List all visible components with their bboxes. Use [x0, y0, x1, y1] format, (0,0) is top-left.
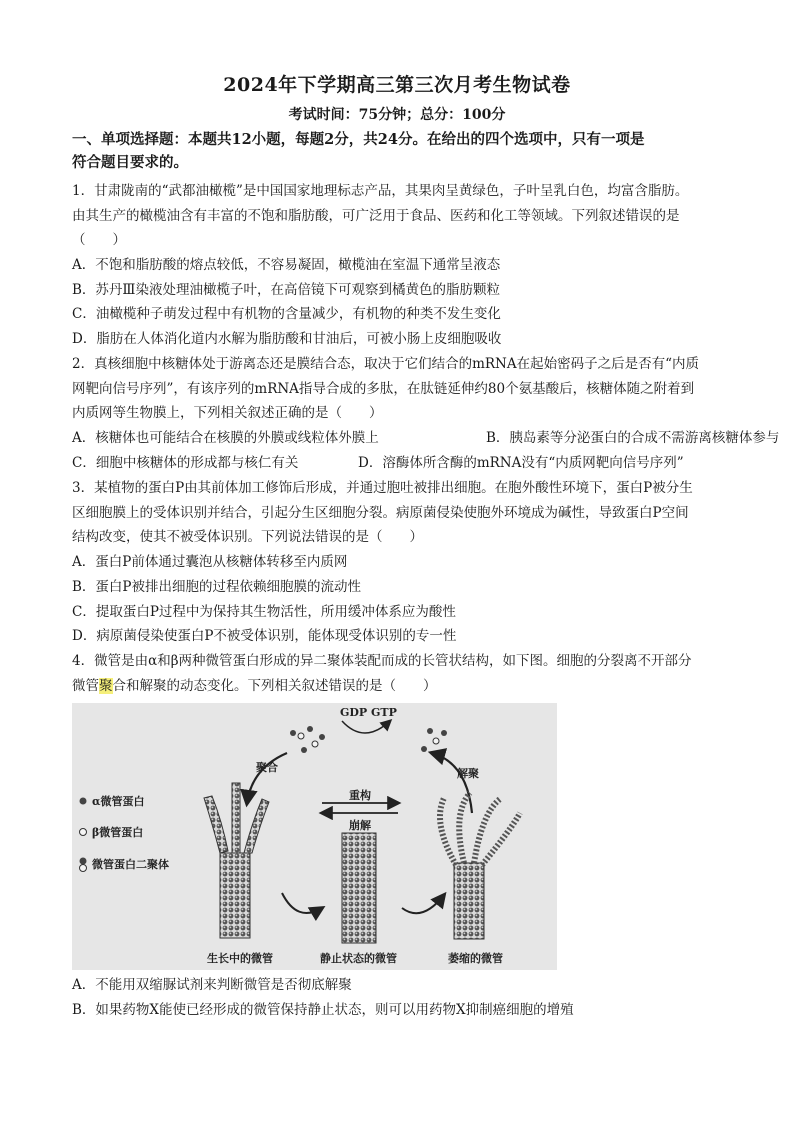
- gdp-gtp-label: GDP GTP: [340, 706, 397, 719]
- q2-options-row-2: [72, 454, 742, 472]
- caption-shrinking: 萎缩的微管: [448, 952, 503, 965]
- q4-stem-line-2: [72, 677, 742, 695]
- q2-option-c: C．细胞中核糖体的形成都与核仁有关: [72, 455, 299, 471]
- q1-option-a: A．不饱和脂肪酸的熔点较低，不容易凝固，橄榄油在室温下通常呈液态: [72, 257, 501, 273]
- q4-stem-pre: 微管: [72, 678, 99, 694]
- section-heading: [72, 128, 732, 174]
- q2-stem-line-1: 2．真核细胞中核糖体处于游离态还是膜结合态，取决于它们结合的mRNA在起始密码子之后是否有“内质: [72, 356, 700, 372]
- q3-stem-line-1: 3．某植物的蛋白P由其前体加工修饰后形成，并通过胞吐被排出细胞。在胞外酸性环境下，蛋白P被分生: [72, 480, 693, 496]
- exam-info: 考试时间：75分钟；总分：100分: [288, 107, 506, 123]
- disassembly-label: 解聚: [457, 767, 479, 780]
- legend: [80, 794, 170, 872]
- q2-option-b: B．胰岛素等分泌蛋白的合成不需游离核糖体参与: [486, 430, 780, 446]
- microtubule-diagram: [72, 703, 557, 970]
- q4-highlighted-char: 聚: [99, 678, 113, 694]
- growing-microtubule: [204, 783, 269, 938]
- q4-option-b: B．如果药物X能使已经形成的微管保持静止状态，则可以用药物X抑制癌细胞的增殖: [72, 1002, 574, 1018]
- q2-option-a: A．核糖体也可能结合在核膜的外膜或线粒体外膜上: [72, 430, 379, 446]
- section-heading-line-2: 符合题目要求的。: [72, 154, 188, 171]
- q1-option-d: D．脂肪在人体消化道内水解为脂肪酸和甘油后，可被小肠上皮细胞吸收: [72, 331, 502, 347]
- caption-growing: 生长中的微管: [207, 952, 273, 965]
- assembly-label: 聚合: [256, 761, 278, 774]
- q4-stem-post: 合和解聚的动态变化。下列相关叙述错误的是（ ）: [112, 678, 437, 694]
- beta-tubulin-icon: [80, 829, 87, 836]
- q1-option-c: C．油橄榄种子萌发过程中有机物的含量减少，有机物的种类不发生变化: [72, 306, 501, 322]
- q3-option-a: A．蛋白P前体通过囊泡从核糖体转移至内质网: [72, 554, 348, 570]
- static-to-shrinking-arrow: [402, 895, 444, 913]
- static-microtubule: [342, 833, 376, 943]
- legend-alpha: α微管蛋白: [92, 795, 145, 808]
- q3-stem-line-2: 区细胞膜上的受体识别并结合，引起分生区细胞分裂。病原菌侵染使胞外环境成为碱性，导致蛋白P空间: [72, 505, 689, 521]
- caption-static: 静止状态的微管: [320, 952, 397, 965]
- q2-options-row-1: [72, 429, 780, 447]
- rebuild-label: 重构: [349, 789, 371, 802]
- q2-stem-line-2: 网靶向信号序列”，有该序列的mRNA指导合成的多肽，在肽链延伸约80个氨基酸后，核糖体随之附着到: [72, 381, 695, 397]
- q3-option-d: D．病原菌侵染使蛋白P不被受体识别，能体现受体识别的专一性: [72, 628, 457, 644]
- q3-option-b: B．蛋白P被排出细胞的过程依赖细胞膜的流动性: [72, 579, 362, 595]
- q1-stem-line-2: 由其生产的橄榄油含有丰富的不饱和脂肪酸，可广泛用于食品、医药和化工等领域。下列叙述错误的是: [72, 208, 680, 224]
- q2-option-d: D．溶酶体所含酶的mRNA没有“内质网靶向信号序列”: [358, 455, 684, 471]
- gdp-gtp-cycle-arrow: [342, 721, 390, 733]
- q1-stem-line-3: （ ）: [72, 232, 126, 248]
- q1-stem-line-1: 1．甘肃陇南的“武都油橄榄”是中国国家地理标志产品，其果肉呈黄绿色，子叶呈乳白色，均富含脂肪。: [72, 183, 689, 199]
- page-title: 2024年下学期高三第三次月考生物试卷: [223, 74, 571, 96]
- q4-option-a: A．不能用双缩脲试剂来判断微管是否彻底解聚: [72, 977, 352, 993]
- legend-beta: β微管蛋白: [92, 826, 144, 839]
- q2-stem-line-3: 内质网等生物膜上，下列相关叙述正确的是（ ）: [72, 405, 383, 421]
- q4-stem-line-1: 4．微管是由α和β两种微管蛋白形成的异二聚体装配而成的长管状结构，如下图。细胞的分裂离不开部分: [72, 653, 692, 669]
- collapse-label: 崩解: [349, 819, 371, 832]
- alpha-tubulin-icon: [80, 798, 87, 805]
- q1-option-b: B．苏丹Ⅲ染液处理油橄榄子叶，在高倍镜下可观察到橘黄色的脂肪颗粒: [72, 282, 500, 298]
- free-dimers: [290, 726, 447, 753]
- q3-stem-line-3: 结构改变，使其不被受体识别。下列说法错误的是（ ）: [72, 529, 423, 545]
- shrinking-microtubule: [440, 793, 520, 939]
- section-heading-line-1: 一、单项选择题：本题共12小题，每题2分，共24分。在给出的四个选项中，只有一项是: [72, 131, 645, 148]
- legend-dimer: 微管蛋白二聚体: [92, 858, 169, 871]
- dimer-icon: [80, 858, 87, 865]
- q3-option-c: C．提取蛋白P过程中为保持其生物活性，所用缓冲体系应为酸性: [72, 604, 456, 620]
- growing-to-static-arrow: [282, 893, 322, 913]
- microtubule-figure: [72, 703, 557, 970]
